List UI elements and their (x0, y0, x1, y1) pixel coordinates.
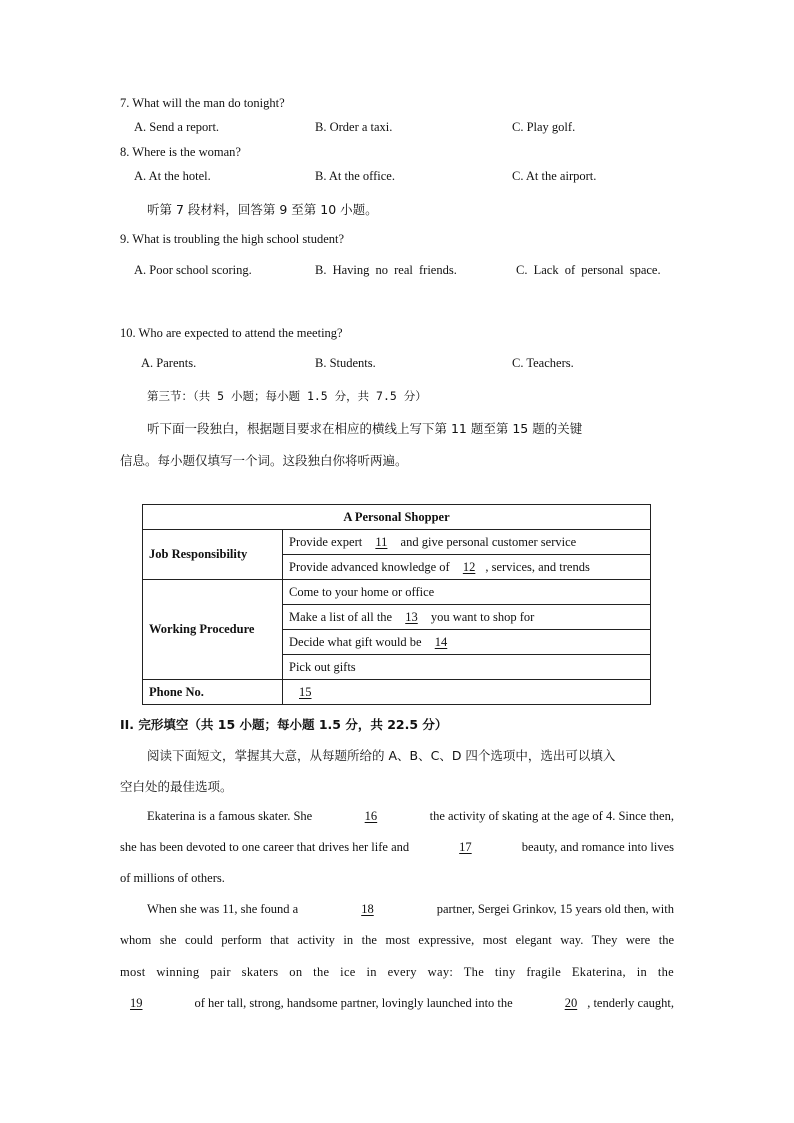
part7-instruction: 听第 7 段材料，回答第 9 至第 10 小题。 (147, 202, 378, 217)
blank-11: 11 (375, 534, 388, 549)
cell-text: Make a list of all the (289, 609, 393, 624)
question-7-option-a: A. Send a report. (134, 120, 220, 134)
part2-heading: II. 完形填空（共 15 小题；每小题 1.5 分，共 22.5 分） (120, 717, 448, 732)
table-cell (283, 630, 651, 655)
question-10-stem: 10. Who are expected to attend the meeting? (120, 326, 343, 340)
blank-12: 12 (462, 559, 476, 574)
section3-instruction-line2: 信息。每小题仅填写一个词。这段独白你将听两遍。 (120, 453, 408, 468)
passage-line: most winning pair skaters on the ice in every way: The tiny fragile Ekaterina, in the (120, 965, 674, 979)
question-10-option-c: C. Teachers. (512, 356, 574, 370)
table-cell: Pick out gifts (283, 655, 651, 680)
passage-line: whom she could perform that activity in the most expressive, most elegant way. They were the (120, 933, 674, 947)
cell-text: you want to shop for (430, 609, 535, 624)
part2-instruction-line2: 空白处的最佳选项。 (120, 779, 233, 794)
passage-text: she has been devoted to one career that drives her life and (120, 840, 410, 854)
cell-text: , services, and trends (485, 559, 590, 574)
personal-shopper-table (142, 504, 651, 705)
blank-17: 17 (459, 840, 472, 854)
table-row (143, 530, 651, 555)
question-9-option-c: C. Lack of personal space. (516, 263, 661, 277)
question-9-option-b: B. Having no real friends. (315, 263, 457, 277)
passage-text: partner, Sergei Grinkov, 15 years old then, with (436, 902, 674, 916)
question-8-stem: 8. Where is the woman? (120, 145, 241, 159)
passage-line (120, 840, 674, 855)
table-cell (283, 530, 651, 555)
question-8-option-c: C. At the airport. (512, 169, 597, 183)
passage-line (120, 996, 674, 1011)
passage-text: of her tall, strong, handsome partner, lovingly launched into the (194, 996, 513, 1010)
section3-instruction-line1: 听下面一段独白，根据题目要求在相应的横线上写下第 11 题至第 15 题的关键 (147, 421, 583, 436)
table-title: A Personal Shopper (143, 505, 651, 530)
passage-text: When she was 11, she found a (147, 902, 299, 916)
passage-line (147, 902, 674, 917)
table-cell (283, 555, 651, 580)
job-responsibility-label: Job Responsibility (143, 530, 283, 580)
table-cell (283, 680, 651, 705)
blank-14: 14 (434, 634, 448, 649)
question-10-option-b: B. Students. (315, 356, 376, 370)
question-8-option-a: A. At the hotel. (134, 169, 211, 183)
cell-text: Decide what gift would be (289, 634, 422, 649)
passage-text: , tenderly caught, (587, 996, 674, 1010)
blank-20: 20 (564, 996, 578, 1010)
blank-19: 19 (130, 996, 143, 1010)
part2-instruction-line1: 阅读下面短文，掌握其大意，从每题所给的 A、B、C、D 四个选项中，选出可以填入 (147, 748, 616, 763)
cell-text: and give personal customer service (400, 534, 577, 549)
blank-15: 15 (299, 684, 312, 699)
passage-text: beauty, and romance into lives (521, 840, 674, 854)
blank-18: 18 (361, 902, 374, 916)
question-9-stem: 9. What is troubling the high school student? (120, 232, 345, 246)
section3-heading: 第三节：（共 5 小题；每小题 1.5 分，共 7.5 分） (147, 389, 427, 403)
question-7-option-b: B. Order a taxi. (315, 120, 393, 134)
passage-line: of millions of others. (120, 871, 225, 885)
phone-label: Phone No. (143, 680, 283, 705)
question-7-option-c: C. Play golf. (512, 120, 576, 134)
table-row (143, 580, 651, 605)
question-8-option-b: B. At the office. (315, 169, 395, 183)
passage-text: Ekaterina is a famous skater. She (147, 809, 313, 823)
blank-13: 13 (405, 609, 418, 624)
cell-text: Provide advanced knowledge of (289, 559, 450, 574)
table-cell: Come to your home or office (283, 580, 651, 605)
question-9-option-a: A. Poor school scoring. (134, 263, 252, 277)
table-row (143, 680, 651, 705)
blank-16: 16 (364, 809, 378, 823)
passage-text: the activity of skating at the age of 4. Since then, (429, 809, 674, 823)
table-header-row (143, 505, 651, 530)
question-7-stem: 7. What will the man do tonight? (120, 96, 285, 110)
question-10-option-a: A. Parents. (141, 356, 197, 370)
table-cell (283, 605, 651, 630)
passage-line (147, 809, 674, 824)
cell-text: Provide expert (289, 534, 363, 549)
working-procedure-label: Working Procedure (143, 580, 283, 680)
